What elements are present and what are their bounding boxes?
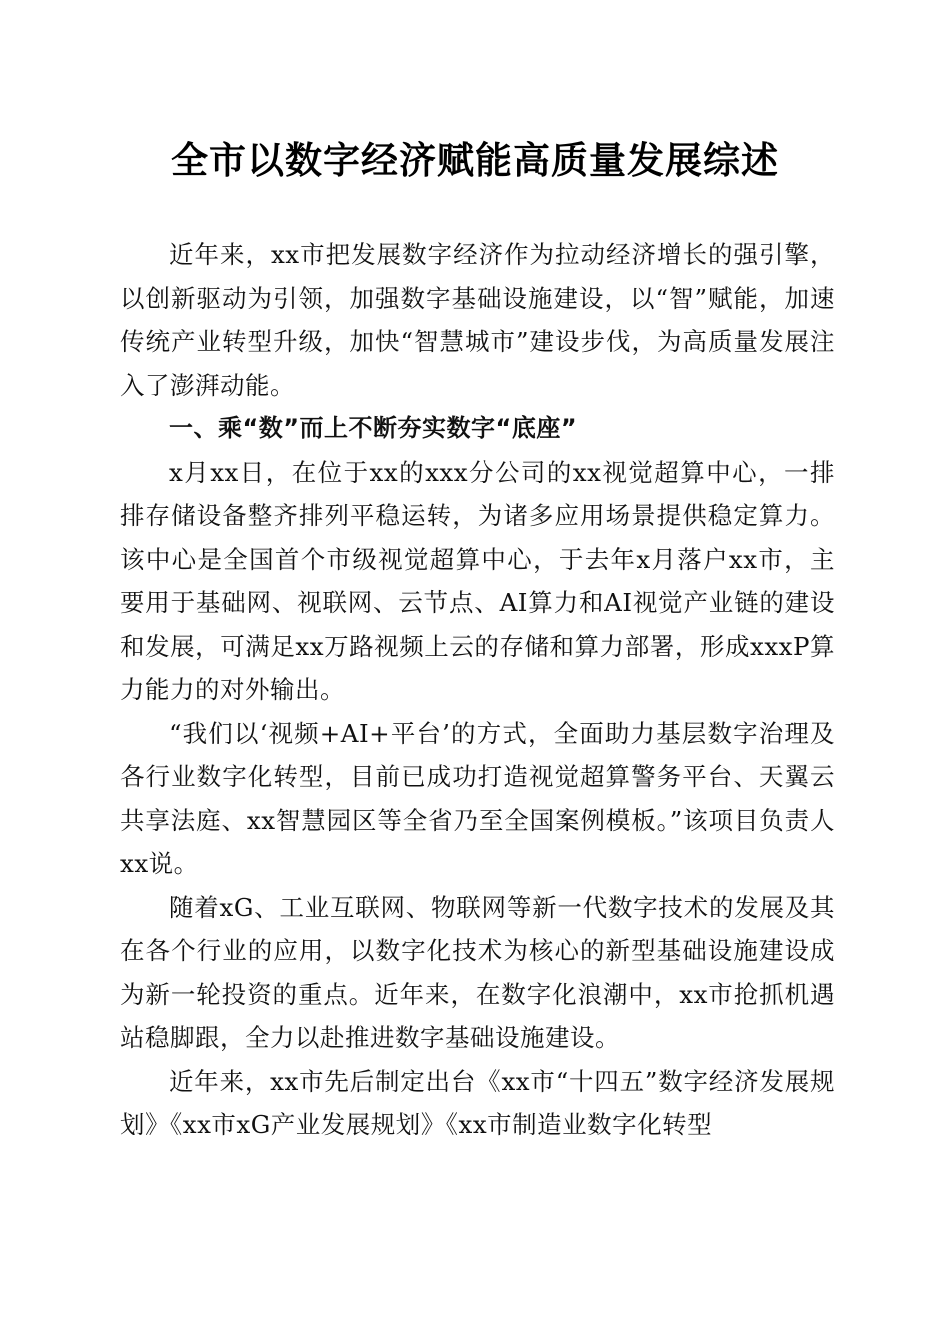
- paragraph-3: 随着xG、工业互联网、物联网等新一代数字技术的发展及其在各个行业的应用，以数字化技术为核心的新型基础设施建设成为新一轮投资的重点。近年来，在数字化浪潮中，xx市抢抓机遇站稳脚跟，全力以赴推进数字基础设施建设。: [120, 892, 835, 1052]
- paragraph-1: x月xx日，在位于xx的xxx分公司的xx视觉超算中心，一排排存储设备整齐排列平稳运转，为诸多应用场景提供稳定算力。该中心是全国首个市级视觉超算中心，于去年x月落户xx市，主要用于基础网、视联网、云节点、AI算力和AI视觉产业链的建设和发展，可满足xx万路视频上云的存储和算力部署，形成xxxP算力能力的对外输出。: [120, 457, 835, 704]
- paragraph-intro: 近年来，xx市把发展数字经济作为拉动经济增长的强引擎，以创新驱动为引领，加强数字基础设施建设，以“智”赋能，加速传统产业转型升级，加快“智慧城市”建设步伐，为高质量发展注入了澎湃动能。: [120, 240, 835, 400]
- section-heading-1: 一、乘“数”而上不断夯实数字“底座”: [169, 414, 578, 442]
- document-body: [120, 233, 835, 1147]
- document-title: 全市以数字经济赋能高质量发展综述: [171, 139, 779, 182]
- paragraph-4: 近年来，xx市先后制定出台《xx市“十四五”数字经济发展规划》《xx市xG产业发展规划》《xx市制造业数字化转型: [120, 1066, 835, 1139]
- paragraph-2: “我们以‘视频+AI+平台’的方式，全面助力基层数字治理及各行业数字化转型，目前已成功打造视觉超算警务平台、天翼云共享法庭、xx智慧园区等全省乃至全国案例模板。”该项目负责人xx说。: [120, 718, 835, 878]
